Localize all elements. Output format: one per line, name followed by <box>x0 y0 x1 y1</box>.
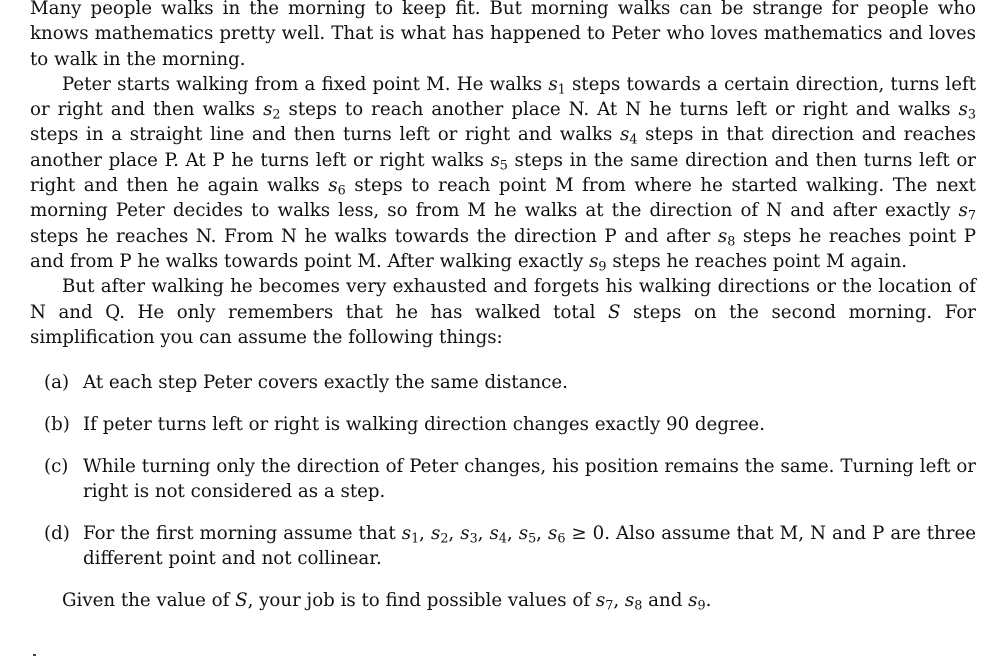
var-s1: $s_1$ <box>548 73 566 98</box>
item-text: While turning only the direction of Peter changes, his position remains the same. Turning left or right is not considered as a step. <box>83 455 976 503</box>
item-marker: (a) <box>44 372 70 394</box>
second-morning-paragraph: But after walking he becomes very exhausted and forgets his walking directions or the location of N and Q. He only remembers that he has walked total S steps on the second morning. For simplification you can assume the following things: <box>30 276 976 348</box>
item-marker: (b) <box>44 413 70 435</box>
first-morning-paragraph: Peter starts walking from a fixed point M. He walks $s_1$ steps towards a certain direction, turns left or right and then walks $s_2$ steps to reach another place N. At N he turns left or right and walks $s_3$ steps in a straight line and then turns left or right and walks $s_4$ steps in that direction and reaches another place P. At P he turns left or right walks $s_5$ steps in the same direction and then turns left or right and then he again walks $s_6$ steps to reach point M from where he started walking. The next morning Peter decides to walks less, so from M he walks at the direction of N and after exactly $s_7$ steps he reaches N. From N he walks towards the direction P and after $s_8$ steps he reaches point P and from P he walks towards point M. After walking exactly $s_9$ steps he reaches point M again. <box>30 73 977 275</box>
item-text: If peter turns left or right is walking direction changes exactly 90 degree. <box>83 413 765 435</box>
var-s8: $s_8$ <box>717 225 736 250</box>
assumption-item-b <box>30 412 976 437</box>
item-marker: (c) <box>44 455 69 477</box>
var-s3: $s_3$ <box>958 99 976 123</box>
var-s7: $s_7$ <box>958 200 976 224</box>
item-text: At each step Peter covers exactly the same distance. <box>83 372 568 394</box>
intro-paragraph: Many people walks in the morning to keep fit. But morning walks can be strange for people who knows mathematics pretty well. That is what has happened to Peter who loves mathematics and loves to walk in the morning. <box>30 0 976 70</box>
assumption-item-a <box>30 370 976 395</box>
assumption-item-d <box>30 521 976 572</box>
var-s5: $s_5$ <box>490 149 508 174</box>
item-text: For the first morning assume that $s_1$, $s_2$, $s_3$, $s_4$, $s_5$, $s_6 \ge 0$. Also assume that M, N and P are three different point and not collinear. <box>83 522 976 570</box>
task-paragraph: Given the value of S, your job is to find possible values of $s_7$, $s_8$ and $s_9$. <box>62 589 712 614</box>
var-s6: $s_6$ <box>328 175 346 199</box>
var-s9: $s_9$ <box>589 250 607 275</box>
problem-statement <box>30 0 976 613</box>
var-S: S <box>607 301 621 323</box>
item-marker: (d) <box>44 522 70 544</box>
stray-mark <box>33 654 36 656</box>
assumption-item-c <box>30 454 976 505</box>
assumptions-list <box>30 370 976 571</box>
var-s4: $s_4$ <box>620 124 638 149</box>
var-s2: $s_2$ <box>263 99 281 123</box>
